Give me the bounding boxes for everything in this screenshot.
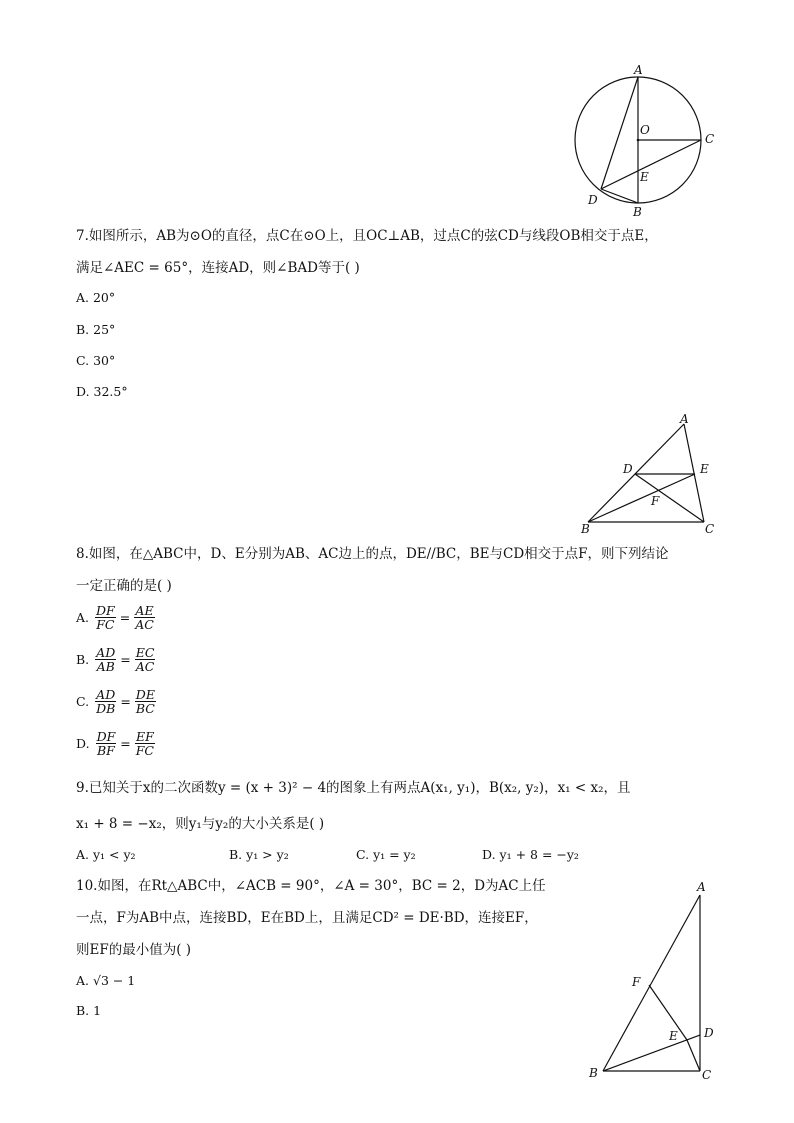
q10-question-line1: 10.如图，在Rt△ABC中，∠ACB = 90°，∠A = 30°，BC = 2，D为AC上任 (76, 878, 546, 894)
q8-option-c-label: C. (76, 694, 90, 709)
q8-option-a-left-fraction (95, 604, 116, 631)
q7-label-d: D (588, 193, 598, 207)
q10-label-b: B (589, 1066, 598, 1080)
q8-option-d-label: D. (76, 736, 90, 751)
q9-option-b: B. y₁ > y₂ (229, 847, 289, 862)
denominator: BC (135, 701, 155, 716)
numerator: EF (135, 729, 154, 744)
q9-question-line1: 9.已知关于x的二次函数y = (x + 3)² − 4的图象上有两点A(x₁, y₁)，B(x₂, y₂)，x₁ < x₂，且 (76, 780, 631, 796)
q9-option-c: C. y₁ = y₂ (356, 847, 416, 862)
q8-option-b-left-fraction (95, 646, 116, 673)
q8-option-d (76, 730, 155, 757)
q7-option-c: C. 30° (76, 353, 116, 368)
q8-label-f: F (651, 494, 660, 508)
q10-triangle-figure (585, 880, 725, 1090)
denominator: AB (96, 659, 115, 674)
q10-question-line2: 一点，F为AB中点，连接BD，E在BD上，且满足CD² = DE·BD，连接EF， (76, 910, 538, 926)
numerator: AD (96, 687, 116, 702)
q7-segment-ad (601, 77, 638, 189)
q7-label-a: A (634, 63, 643, 77)
q7-label-b: B (633, 205, 642, 219)
numerator: AE (135, 603, 154, 618)
q8-option-a (76, 604, 155, 631)
q8-option-a-label: A. (76, 610, 90, 625)
q8-question-line2: 一定正确的是( ) (76, 578, 172, 594)
equals-sign: = (119, 610, 131, 625)
equals-sign: = (120, 736, 131, 751)
q8-label-b: B (581, 522, 590, 536)
q10-segment-bd (603, 1035, 700, 1071)
numerator: DF (96, 729, 116, 744)
q9-question-line2: x₁ + 8 = −x₂，则y₁与y₂的大小关系是( ) (76, 816, 325, 832)
denominator: AC (135, 617, 154, 632)
q8-label-c: C (705, 522, 715, 536)
denominator: FC (96, 617, 115, 632)
equals-sign: = (120, 694, 131, 709)
q7-label-o: O (640, 123, 650, 137)
numerator: AD (96, 645, 116, 660)
numerator: DF (96, 603, 115, 618)
q10-side-ab (603, 895, 700, 1071)
q7-label-c: C (705, 132, 715, 146)
q8-option-b (76, 646, 155, 673)
q7-question-line2: 满足∠AEC = 65°，连接AD，则∠BAD等于( ) (76, 260, 360, 276)
denominator: AC (135, 659, 155, 674)
q8-option-c (76, 688, 156, 715)
denominator: DB (96, 701, 116, 716)
q8-option-c-left-fraction (95, 688, 116, 715)
q10-question-line3: 则EF的最小值为( ) (76, 942, 192, 958)
q8-segment-be (588, 474, 695, 522)
q7-question-line1: 7.如图所示，AB为⊙O的直径，点C在⊙O上，且OC⊥AB，过点C的弦CD与线段OB相交于点E， (76, 228, 658, 244)
q10-segment-ec (687, 1040, 700, 1071)
q10-option-b: B. 1 (76, 1003, 102, 1018)
denominator: FC (135, 743, 154, 758)
q9-option-a: A. y₁ < y₂ (76, 847, 136, 862)
q8-option-b-right-fraction (135, 646, 156, 673)
q8-side-ab (588, 424, 684, 522)
q10-label-a: A (697, 880, 706, 894)
q10-segment-fe (649, 985, 687, 1040)
numerator: DE (135, 687, 155, 702)
q7-segment-db (601, 189, 638, 203)
q8-question-line1: 8.如图，在△ABC中，D、E分别为AB、AC边上的点，DE//BC，BE与CD相交于点F，则下列结论 (76, 546, 669, 562)
q9-option-d: D. y₁ + 8 = −y₂ (482, 847, 579, 862)
q8-label-e: E (700, 462, 709, 476)
q8-label-a: A (680, 412, 689, 426)
denominator: BF (96, 743, 115, 758)
q8-option-a-right-fraction (134, 604, 155, 631)
q10-label-c: C (702, 1068, 712, 1082)
q10-option-a: A. √3 − 1 (76, 973, 136, 988)
equals-sign: = (120, 652, 131, 667)
q8-option-d-right-fraction (135, 730, 155, 757)
q7-center-dot (637, 139, 640, 142)
q10-label-f: F (632, 975, 641, 989)
q8-option-b-label: B. (76, 652, 90, 667)
q8-segment-cd (635, 474, 704, 522)
q8-option-d-left-fraction (96, 730, 117, 757)
q8-option-c-right-fraction (135, 688, 156, 715)
q7-option-b: B. 25° (76, 322, 116, 337)
q7-option-d: D. 32.5° (76, 384, 128, 399)
q10-label-d: D (704, 1026, 714, 1040)
q7-option-a: A. 20° (76, 290, 116, 305)
q8-label-d: D (623, 462, 633, 476)
numerator: EC (135, 645, 155, 660)
q10-label-e: E (669, 1029, 678, 1043)
q7-label-e: E (640, 170, 649, 184)
